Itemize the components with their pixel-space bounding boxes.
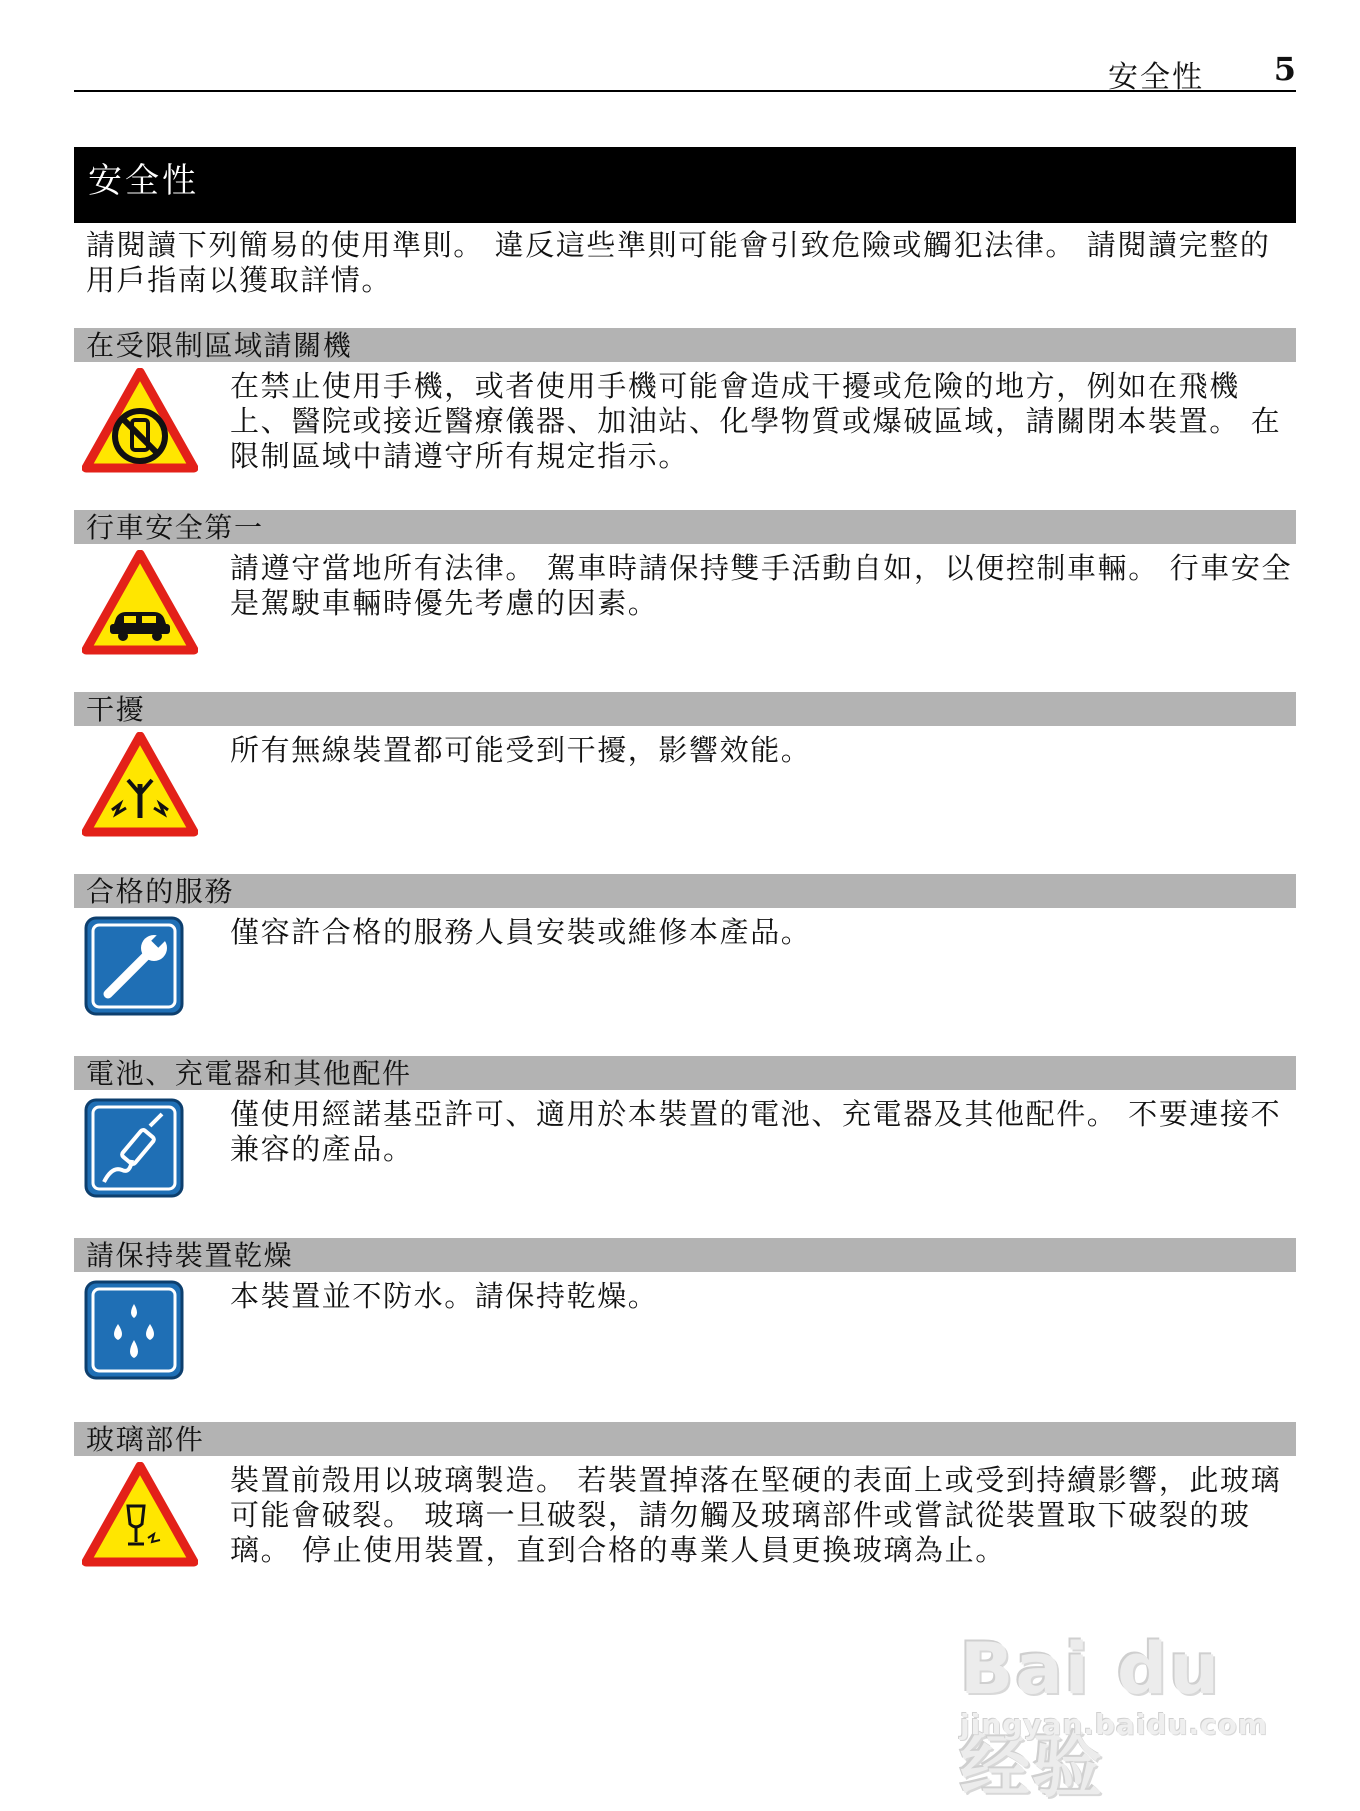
baidu-watermark bbox=[960, 1600, 1290, 1807]
intro-paragraph: 請閱讀下列簡易的使用準則。 違反這些準則可能會引致危險或觸犯法律。 請閱讀完整的用戶指南以獲取詳情。 bbox=[86, 228, 1271, 297]
section-body: 僅容許合格的服務人員安裝或維修本產品。 bbox=[230, 915, 812, 949]
car-warning-icon bbox=[82, 550, 198, 656]
wrench-icon bbox=[82, 914, 198, 1020]
watermark-url: jingyan.baidu.com bbox=[960, 1708, 1269, 1741]
interference-warning-icon bbox=[82, 732, 198, 838]
chapter-title-bar bbox=[74, 147, 1296, 223]
section-body: 本裝置並不防水。請保持乾燥。 bbox=[230, 1279, 659, 1313]
section-heading: 玻璃部件 bbox=[74, 1422, 1296, 1456]
page-header bbox=[74, 48, 1296, 95]
charger-plug-icon bbox=[82, 1096, 198, 1202]
section-body: 裝置前殼用以玻璃製造。 若裝置掉落在堅硬的表面上或受到持續影響，此玻璃可能會破裂。 玻璃一旦破裂，請勿觸及玻璃部件或嘗試從裝置取下破裂的玻璃。 停止使用裝置，直到合格的專業人員更換玻璃為止。 bbox=[230, 1463, 1282, 1567]
section-heading: 行車安全第一 bbox=[74, 510, 1296, 544]
section-body: 所有無線裝置都可能受到干擾，影響效能。 bbox=[230, 733, 812, 767]
section-heading: 在受限制區域請關機 bbox=[74, 328, 1296, 362]
section-interference bbox=[74, 692, 1296, 767]
header-title: 安全性 bbox=[1108, 60, 1204, 95]
section-heading: 干擾 bbox=[74, 692, 1296, 726]
page-number: 5 bbox=[1273, 50, 1296, 88]
water-drops-icon bbox=[82, 1278, 198, 1384]
section-body: 僅使用經諾基亞許可、適用於本裝置的電池、充電器及其他配件。 不要連接不兼容的產品。 bbox=[230, 1097, 1282, 1166]
section-road-safety bbox=[74, 510, 1296, 620]
chapter-title: 安全性 bbox=[88, 161, 199, 201]
section-heading: 電池、充電器和其他配件 bbox=[74, 1056, 1296, 1090]
broken-glass-warning-icon bbox=[82, 1462, 198, 1568]
section-body: 請遵守當地所有法律。 駕車時請保持雙手活動自如，以便控制車輛。 行車安全是駕駛車輛時優先考慮的因素。 bbox=[230, 551, 1293, 620]
section-accessories bbox=[74, 1056, 1296, 1166]
section-body: 在禁止使用手機，或者使用手機可能會造成干擾或危險的地方，例如在飛機上、醫院或接近醫療儀器、加油站、化學物質或爆破區域，請關閉本裝置。 在限制區域中請遵守所有規定指示。 bbox=[230, 369, 1282, 473]
watermark-logo: Bai du 经验 bbox=[960, 1628, 1221, 1807]
section-heading: 請保持裝置乾燥 bbox=[74, 1238, 1296, 1272]
no-phone-warning-icon bbox=[82, 368, 198, 474]
section-qualified-service bbox=[74, 874, 1296, 949]
section-heading: 合格的服務 bbox=[74, 874, 1296, 908]
section-restricted-areas bbox=[74, 328, 1296, 473]
section-keep-dry bbox=[74, 1238, 1296, 1313]
section-glass-parts bbox=[74, 1422, 1296, 1567]
